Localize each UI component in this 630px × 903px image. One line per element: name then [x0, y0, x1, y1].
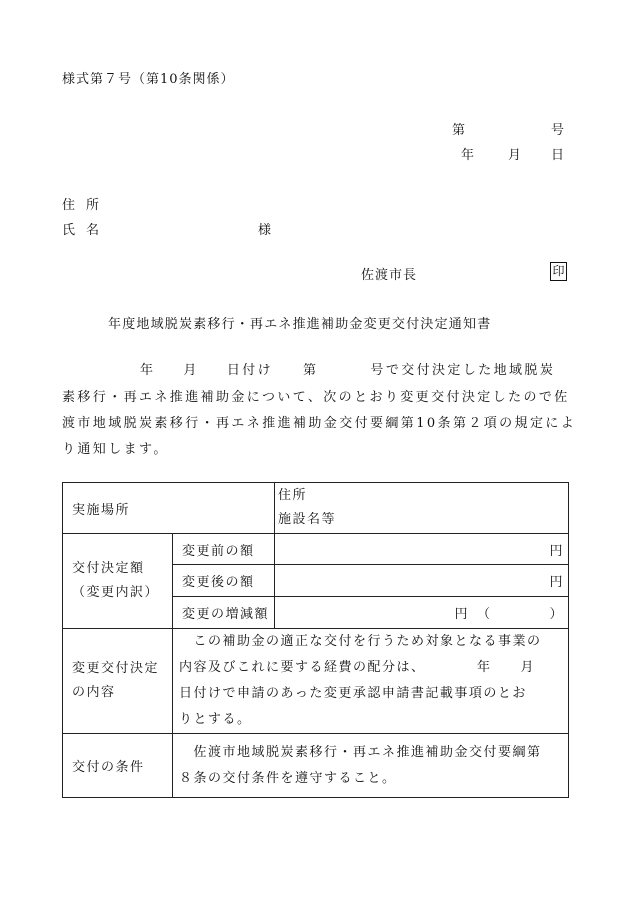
- recipient-address-label: 住所: [62, 198, 111, 213]
- location-fields: [275, 483, 569, 534]
- form-number: 様式第７号（第10条関係）: [62, 72, 235, 87]
- body-line-4: り通知します。: [62, 442, 169, 457]
- amount-label: [63, 534, 173, 629]
- body-year: 年: [140, 363, 156, 378]
- content-row: [63, 629, 569, 734]
- amount-label-line-1: 交付決定額: [72, 561, 145, 576]
- condition-label: 交付の条件: [63, 734, 173, 798]
- date-year: 年: [461, 148, 475, 163]
- content-line-2: 内容及びこれに要する経費の配分は、 年 月: [179, 660, 536, 675]
- location-row: [63, 483, 569, 534]
- location-address-label: 住所: [278, 488, 308, 503]
- recipient-honorific: 様: [258, 223, 272, 238]
- location-label: 実施場所: [63, 483, 275, 534]
- amount-label-line-2: （変更内訳）: [72, 585, 160, 600]
- recipient-name-label: 氏名: [62, 223, 111, 238]
- body-line-1: [62, 359, 555, 378]
- body-date: 日付け: [226, 363, 274, 378]
- after-amount-label: 変更後の額: [173, 565, 275, 597]
- content-label-line-1: 変更交付決定: [72, 661, 160, 676]
- content-line-1: この補助金の適正な交付を行うため対象となる事業の: [179, 634, 542, 649]
- number-prefix: 第: [452, 123, 466, 138]
- body-line-3: 渡市地域脱炭素移行・再エネ推進補助金交付要綱第10条第２項の規定によ: [62, 416, 577, 431]
- diff-amount-value: 円 （ ）: [275, 597, 569, 629]
- body-line-2: 素移行・再エネ推進補助金について、次のとおり変更交付決定したので佐: [62, 390, 570, 405]
- document-title: 年度地域脱炭素移行・再エネ推進補助金変更交付決定通知書: [108, 317, 492, 332]
- seal-mark: 印: [550, 262, 567, 281]
- date-month: 月: [508, 148, 522, 163]
- body-number-prefix: 第: [303, 363, 319, 378]
- condition-row: [63, 734, 569, 798]
- diff-amount-label: 変更の増減額: [173, 597, 275, 629]
- issuer-title: 佐渡市長: [361, 268, 418, 283]
- date-day: 日: [551, 148, 565, 163]
- content-line-3: 日付けで申請のあった変更承認申請書記載事項のとお: [179, 686, 527, 701]
- amount-before-row: [63, 534, 569, 565]
- before-amount-label: 変更前の額: [173, 534, 275, 565]
- content-line-4: りとする。: [179, 712, 252, 727]
- before-amount-yen: 円: [275, 534, 569, 565]
- content-text: [173, 629, 569, 734]
- condition-text: [173, 734, 569, 798]
- number-suffix: 号: [551, 123, 565, 138]
- condition-line-2: ８条の交付条件を遵守すること。: [179, 770, 397, 786]
- location-facility-label: 施設名等: [278, 512, 337, 527]
- body-month: 月: [183, 363, 199, 378]
- details-table: [62, 482, 569, 798]
- body-line-1-tail: 号で交付決定した地域脱炭: [370, 363, 556, 378]
- after-amount-yen: 円: [275, 565, 569, 597]
- content-label-line-2: の内容: [72, 685, 116, 700]
- condition-line-1: 佐渡市地域脱炭素移行・再エネ推進補助金交付要綱第: [179, 744, 542, 760]
- content-label: [63, 629, 173, 734]
